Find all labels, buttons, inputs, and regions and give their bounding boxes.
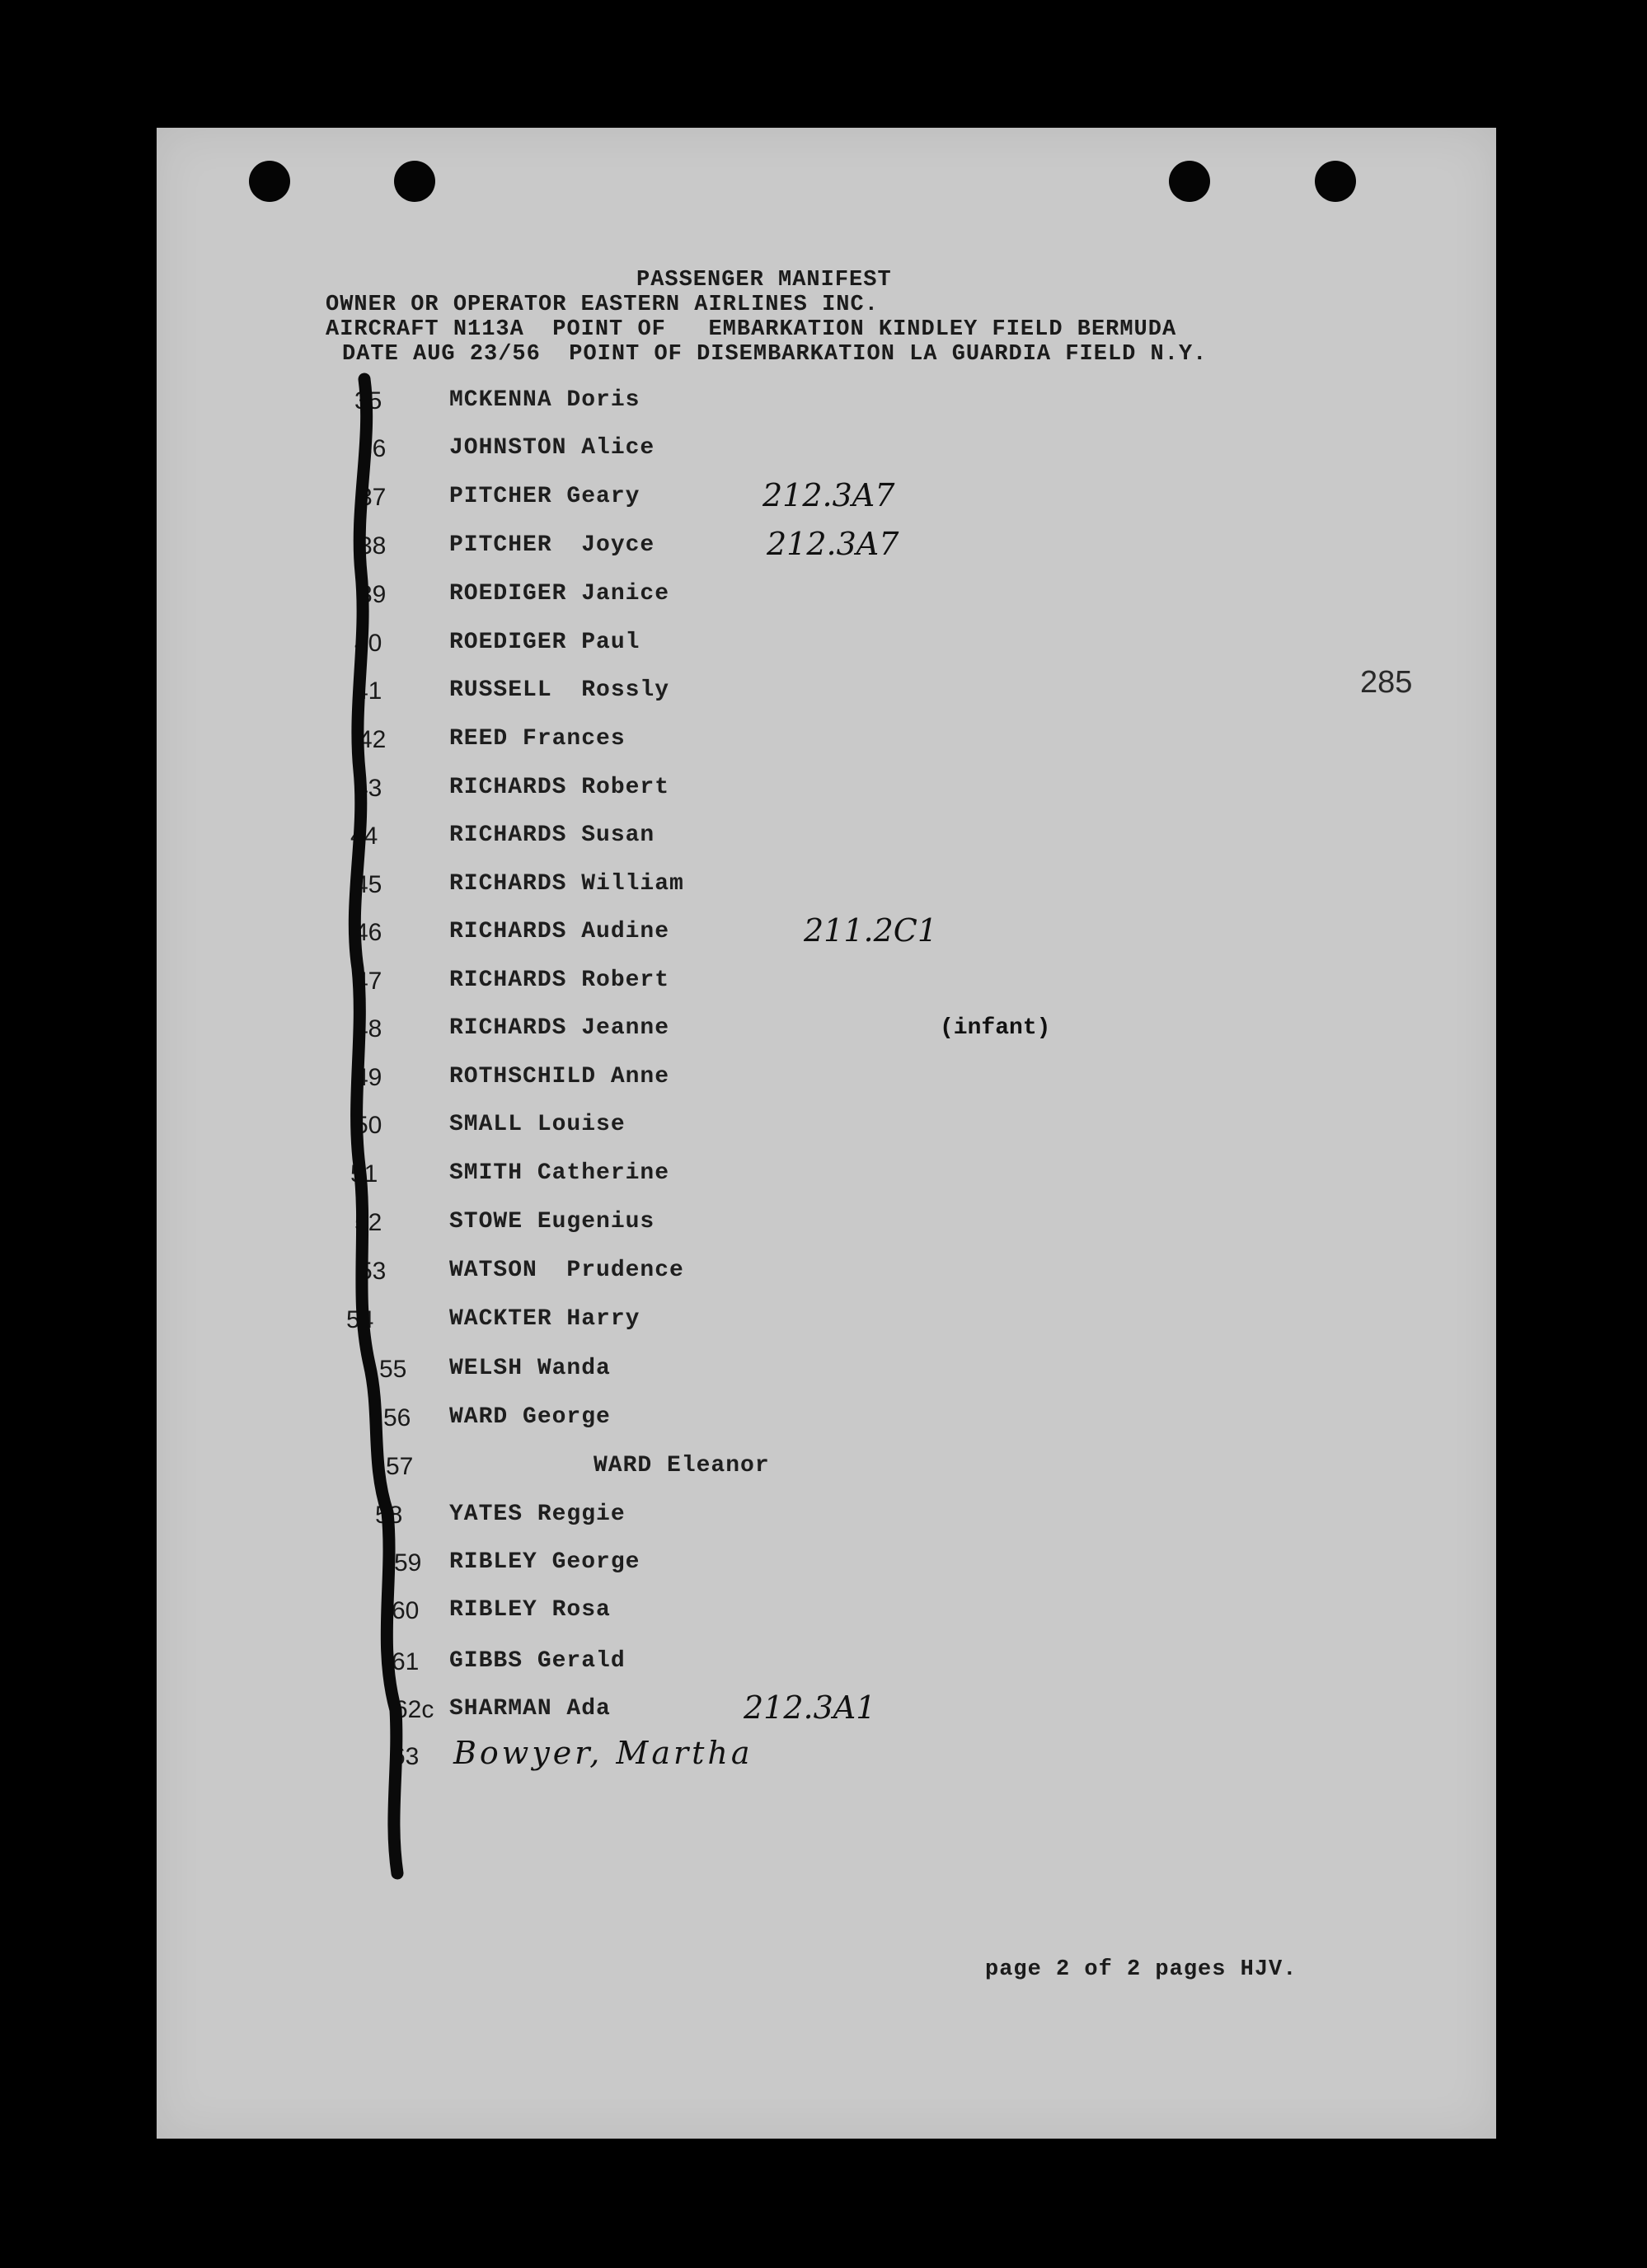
passenger-name: RICHARDS Jeanne xyxy=(449,1015,670,1041)
passenger-name: WACKTER Harry xyxy=(449,1306,640,1332)
passenger-number: 63 xyxy=(392,1743,420,1770)
passenger-name: PITCHER Geary xyxy=(449,484,640,509)
passenger-number: 62c xyxy=(394,1696,434,1723)
passenger-name: ROTHSCHILD Anne xyxy=(449,1064,670,1089)
passenger-name: RICHARDS Audine xyxy=(449,919,670,944)
passenger-number: 48 xyxy=(354,1015,382,1043)
passenger-number: 38 xyxy=(359,532,387,560)
passenger-number: 47 xyxy=(354,968,382,995)
passenger-name: MCKENNA Doris xyxy=(449,387,640,413)
date-line: DATE AUG 23/56 POINT OF DISEMBARKATION LA GUARDIA FIELD N.Y. xyxy=(342,342,1208,367)
owner-operator-line: OWNER OR OPERATOR EASTERN AIRLINES INC. xyxy=(326,293,879,317)
passenger-name: WARD Eleanor xyxy=(594,1453,770,1478)
passenger-name: RICHARDS Robert xyxy=(449,775,670,800)
passenger-note: (infant) xyxy=(940,1015,1051,1041)
passenger-name: SMALL Louise xyxy=(449,1112,626,1137)
passenger-number: 49 xyxy=(354,1064,382,1091)
passenger-number: 56 xyxy=(383,1404,411,1432)
passenger-number: 54 xyxy=(346,1306,374,1333)
ink-strike-line xyxy=(157,128,1496,2139)
passenger-number: 39 xyxy=(359,581,387,608)
passenger-name: RICHARDS Susan xyxy=(449,822,655,848)
passenger-name: JOHNSTON Alice xyxy=(449,435,655,461)
passenger-name: WATSON Prudence xyxy=(449,1258,684,1283)
aircraft-line: AIRCRAFT N113A POINT OF EMBARKATION KINDLEY FIELD BERMUDA xyxy=(326,317,1177,342)
passenger-name: GIBBS Gerald xyxy=(449,1648,626,1674)
passenger-name: RICHARDS William xyxy=(449,871,684,897)
passenger-name: RIBLEY Rosa xyxy=(449,1597,611,1623)
passenger-name: WARD George xyxy=(449,1404,611,1430)
passenger-number: 40 xyxy=(354,630,382,657)
passenger-number: 61 xyxy=(392,1648,420,1675)
passenger-number: 55 xyxy=(379,1356,407,1383)
passenger-number: 45 xyxy=(354,871,382,898)
passenger-note: 212.3A7 xyxy=(767,526,899,562)
passenger-note: 212.3A7 xyxy=(762,477,895,513)
passenger-number: 37 xyxy=(359,484,387,511)
passenger-name: WELSH Wanda xyxy=(449,1356,611,1381)
passenger-name: REED Frances xyxy=(449,726,626,752)
passenger-number: 60 xyxy=(392,1597,420,1624)
passenger-number: 41 xyxy=(354,677,382,705)
passenger-number: 51 xyxy=(350,1160,378,1188)
passenger-number: 43 xyxy=(354,775,382,802)
passenger-name: ROEDIGER Paul xyxy=(449,630,640,655)
passenger-number: 46 xyxy=(354,919,382,946)
passenger-number: 58 xyxy=(375,1502,403,1529)
passenger-name: RIBLEY George xyxy=(449,1549,640,1575)
passenger-number: 36 xyxy=(359,435,387,462)
passenger-name: STOWE Eugenius xyxy=(449,1209,655,1235)
passenger-number: 57 xyxy=(386,1453,414,1480)
passenger-number: 42 xyxy=(359,726,387,753)
manifest-sheet xyxy=(157,128,1496,2139)
passenger-note: 211.2C1 xyxy=(804,912,938,949)
page-footer: page 2 of 2 pages HJV. xyxy=(985,1957,1297,1982)
passenger-name: SHARMAN Ada xyxy=(449,1696,611,1722)
passenger-note: 212.3A1 xyxy=(744,1689,876,1726)
manifest-title: PASSENGER MANIFEST xyxy=(636,268,892,293)
passenger-name: RUSSELL Rossly xyxy=(449,677,670,703)
passenger-name: RICHARDS Robert xyxy=(449,968,670,993)
passenger-name: YATES Reggie xyxy=(449,1502,626,1527)
passenger-number: 59 xyxy=(394,1549,422,1577)
passenger-name: SMITH Catherine xyxy=(449,1160,670,1186)
passenger-number: 35 xyxy=(354,387,382,415)
passenger-name: Bowyer, Martha xyxy=(453,1735,753,1771)
passenger-name: ROEDIGER Janice xyxy=(449,581,670,607)
passenger-number: 53 xyxy=(359,1258,387,1285)
passenger-name: PITCHER Joyce xyxy=(449,532,655,558)
passenger-number: 50 xyxy=(354,1112,382,1139)
passenger-number: 44 xyxy=(350,822,378,850)
page-number-stamp: 285 xyxy=(1360,665,1413,700)
passenger-number: 52 xyxy=(354,1209,382,1236)
